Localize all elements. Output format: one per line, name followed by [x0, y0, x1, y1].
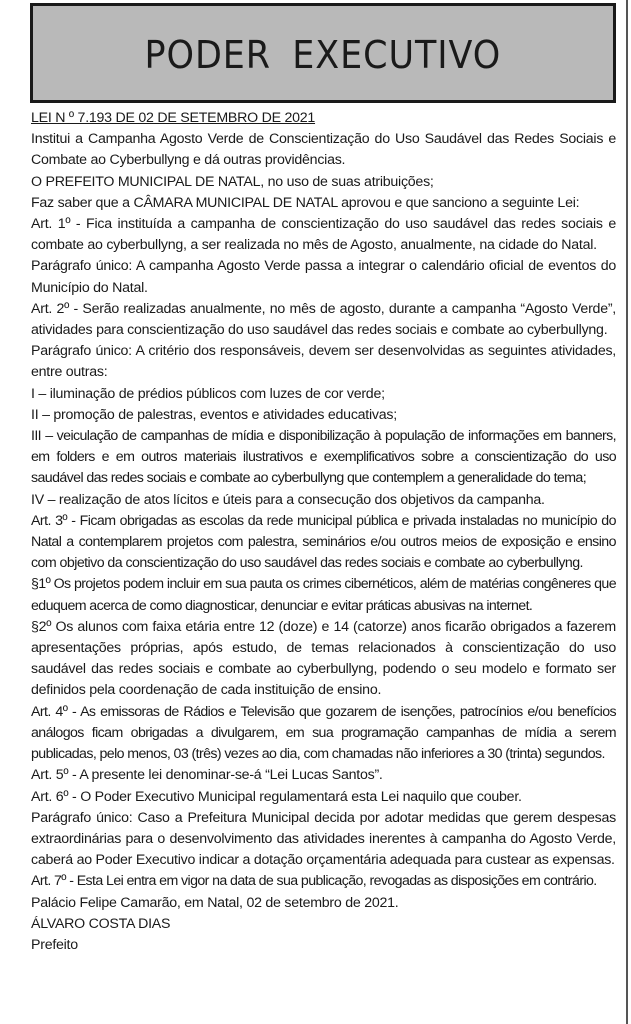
article-1-paragraph: Parágrafo único: A campanha Agosto Verde passa a integrar o calendário oficial de eventos do Município do Natal.	[31, 258, 616, 296]
section-title: PODER EXECUTIVO	[144, 33, 502, 77]
place-date: Palácio Felipe Camarão, em Natal, 02 de setembro de 2021.	[31, 894, 399, 911]
signatory-name: ÁLVARO COSTA DIAS	[31, 915, 171, 932]
article-3-paragraph-2: §2º Os alunos com faixa etária entre 12 (doze) e 14 (catorze) anos ficarão obrigados a fazerem apresentações próprias, após estudo, de temas relacionados à conscientização do uso saudável das redes sociais e combate ao cyberbullyng, podendo o seu modelo e formato ser definidos pela coordenação de cada instituição de ensino.	[31, 618, 616, 699]
article-2: Art. 2º - Serão realizadas anualmente, no mês de agosto, durante a campanha “Agosto Verde”, atividades para conscientização do uso saudável das redes sociais e combate ao cyberbullyng.	[31, 300, 616, 339]
preamble-mayor: O PREFEITO MUNICIPAL DE NATAL, no uso de suas atribuições;	[31, 173, 434, 190]
law-document	[31, 108, 616, 956]
law-ementa: Institui a Campanha Agosto Verde de Conscientização do Uso Saudável das Redes Sociais e Combate ao Cyberbullyng e dá outras providências.	[31, 131, 616, 169]
article-3: Art. 3º - Ficam obrigadas as escolas da rede municipal pública e privada instaladas no município do Natal a contemplarem projetos com palestra, seminários e/ou outros meios de exposição e ensino com objetivo da conscientização do uso saudável das redes sociais e combate ao cyberbullyng.	[31, 512, 616, 572]
article-6-paragraph: Parágrafo único: Caso a Prefeitura Municipal decida por adotar medidas que gerem despesas extraordinárias para o desenvolvimento das atividades inerentes à campanha do Agosto Verde, caberá ao Poder Executivo indicar a dotação orçamentária adequada para custear as expensas.	[31, 809, 616, 869]
section-header	[30, 3, 616, 103]
article-4: Art. 4º - As emissoras de Rádios e Televisão que gozarem de isenções, patrocínios e/ou benefícios análogos ficam obrigadas a divulgarem, em sua programação campanhas de mídia a serem publicadas, pelo menos, 03 (três) vezes ao dia, com chamadas não inferiores a 30 (trinta) segundos.	[31, 703, 616, 763]
law-title: LEI N º 7.193 DE 02 DE SETEMBRO DE 2021	[31, 110, 316, 126]
inciso-1: I – iluminação de prédios públicos com luzes de cor verde;	[31, 385, 385, 402]
preamble-sanction: Faz saber que a CÂMARA MUNICIPAL DE NATAL aprovou e que sanciono a seguinte Lei:	[31, 194, 580, 211]
article-7: Art. 7º - Esta Lei entra em vigor na data de sua publicação, revogadas as disposições em contrário.	[31, 873, 597, 890]
inciso-2: II – promoção de palestras, eventos e atividades educativas;	[31, 406, 397, 423]
article-3-paragraph-1: §1º Os projetos podem incluir em sua pauta os crimes cibernéticos, além de matérias congêneres que eduquem acerca de como diagnosticar, denunciar e evitar práticas abusivas na internet.	[31, 576, 616, 614]
signatory-role: Prefeito	[31, 936, 78, 953]
inciso-3: III – veiculação de campanhas de mídia e disponibilização à população de informações em banners, em folders e em outros materiais ilustrativos e exemplificativos sobre a conscientização do uso saudável das redes sociais e combate ao cyberbullyng que contemplem a generalidade do tema;	[31, 428, 616, 487]
inciso-4: IV – realização de atos lícitos e úteis para a consecução dos objetivos da campanha.	[31, 491, 545, 508]
article-6: Art. 6º - O Poder Executivo Municipal regulamentará esta Lei naquilo que couber.	[31, 788, 522, 805]
article-1: Art. 1º - Fica instituída a campanha de conscientização do uso saudável das redes sociais e combate ao cyberbullyng, a ser realizada no mês de Agosto, anualmente, na cidade do Natal.	[31, 216, 616, 254]
article-2-paragraph: Parágrafo único: A critério dos responsáveis, devem ser desenvolvidas as seguintes atividades, entre outras:	[31, 343, 616, 381]
article-5: Art. 5º - A presente lei denominar-se-á “Lei Lucas Santos”.	[31, 767, 383, 784]
column-divider	[626, 0, 628, 1024]
